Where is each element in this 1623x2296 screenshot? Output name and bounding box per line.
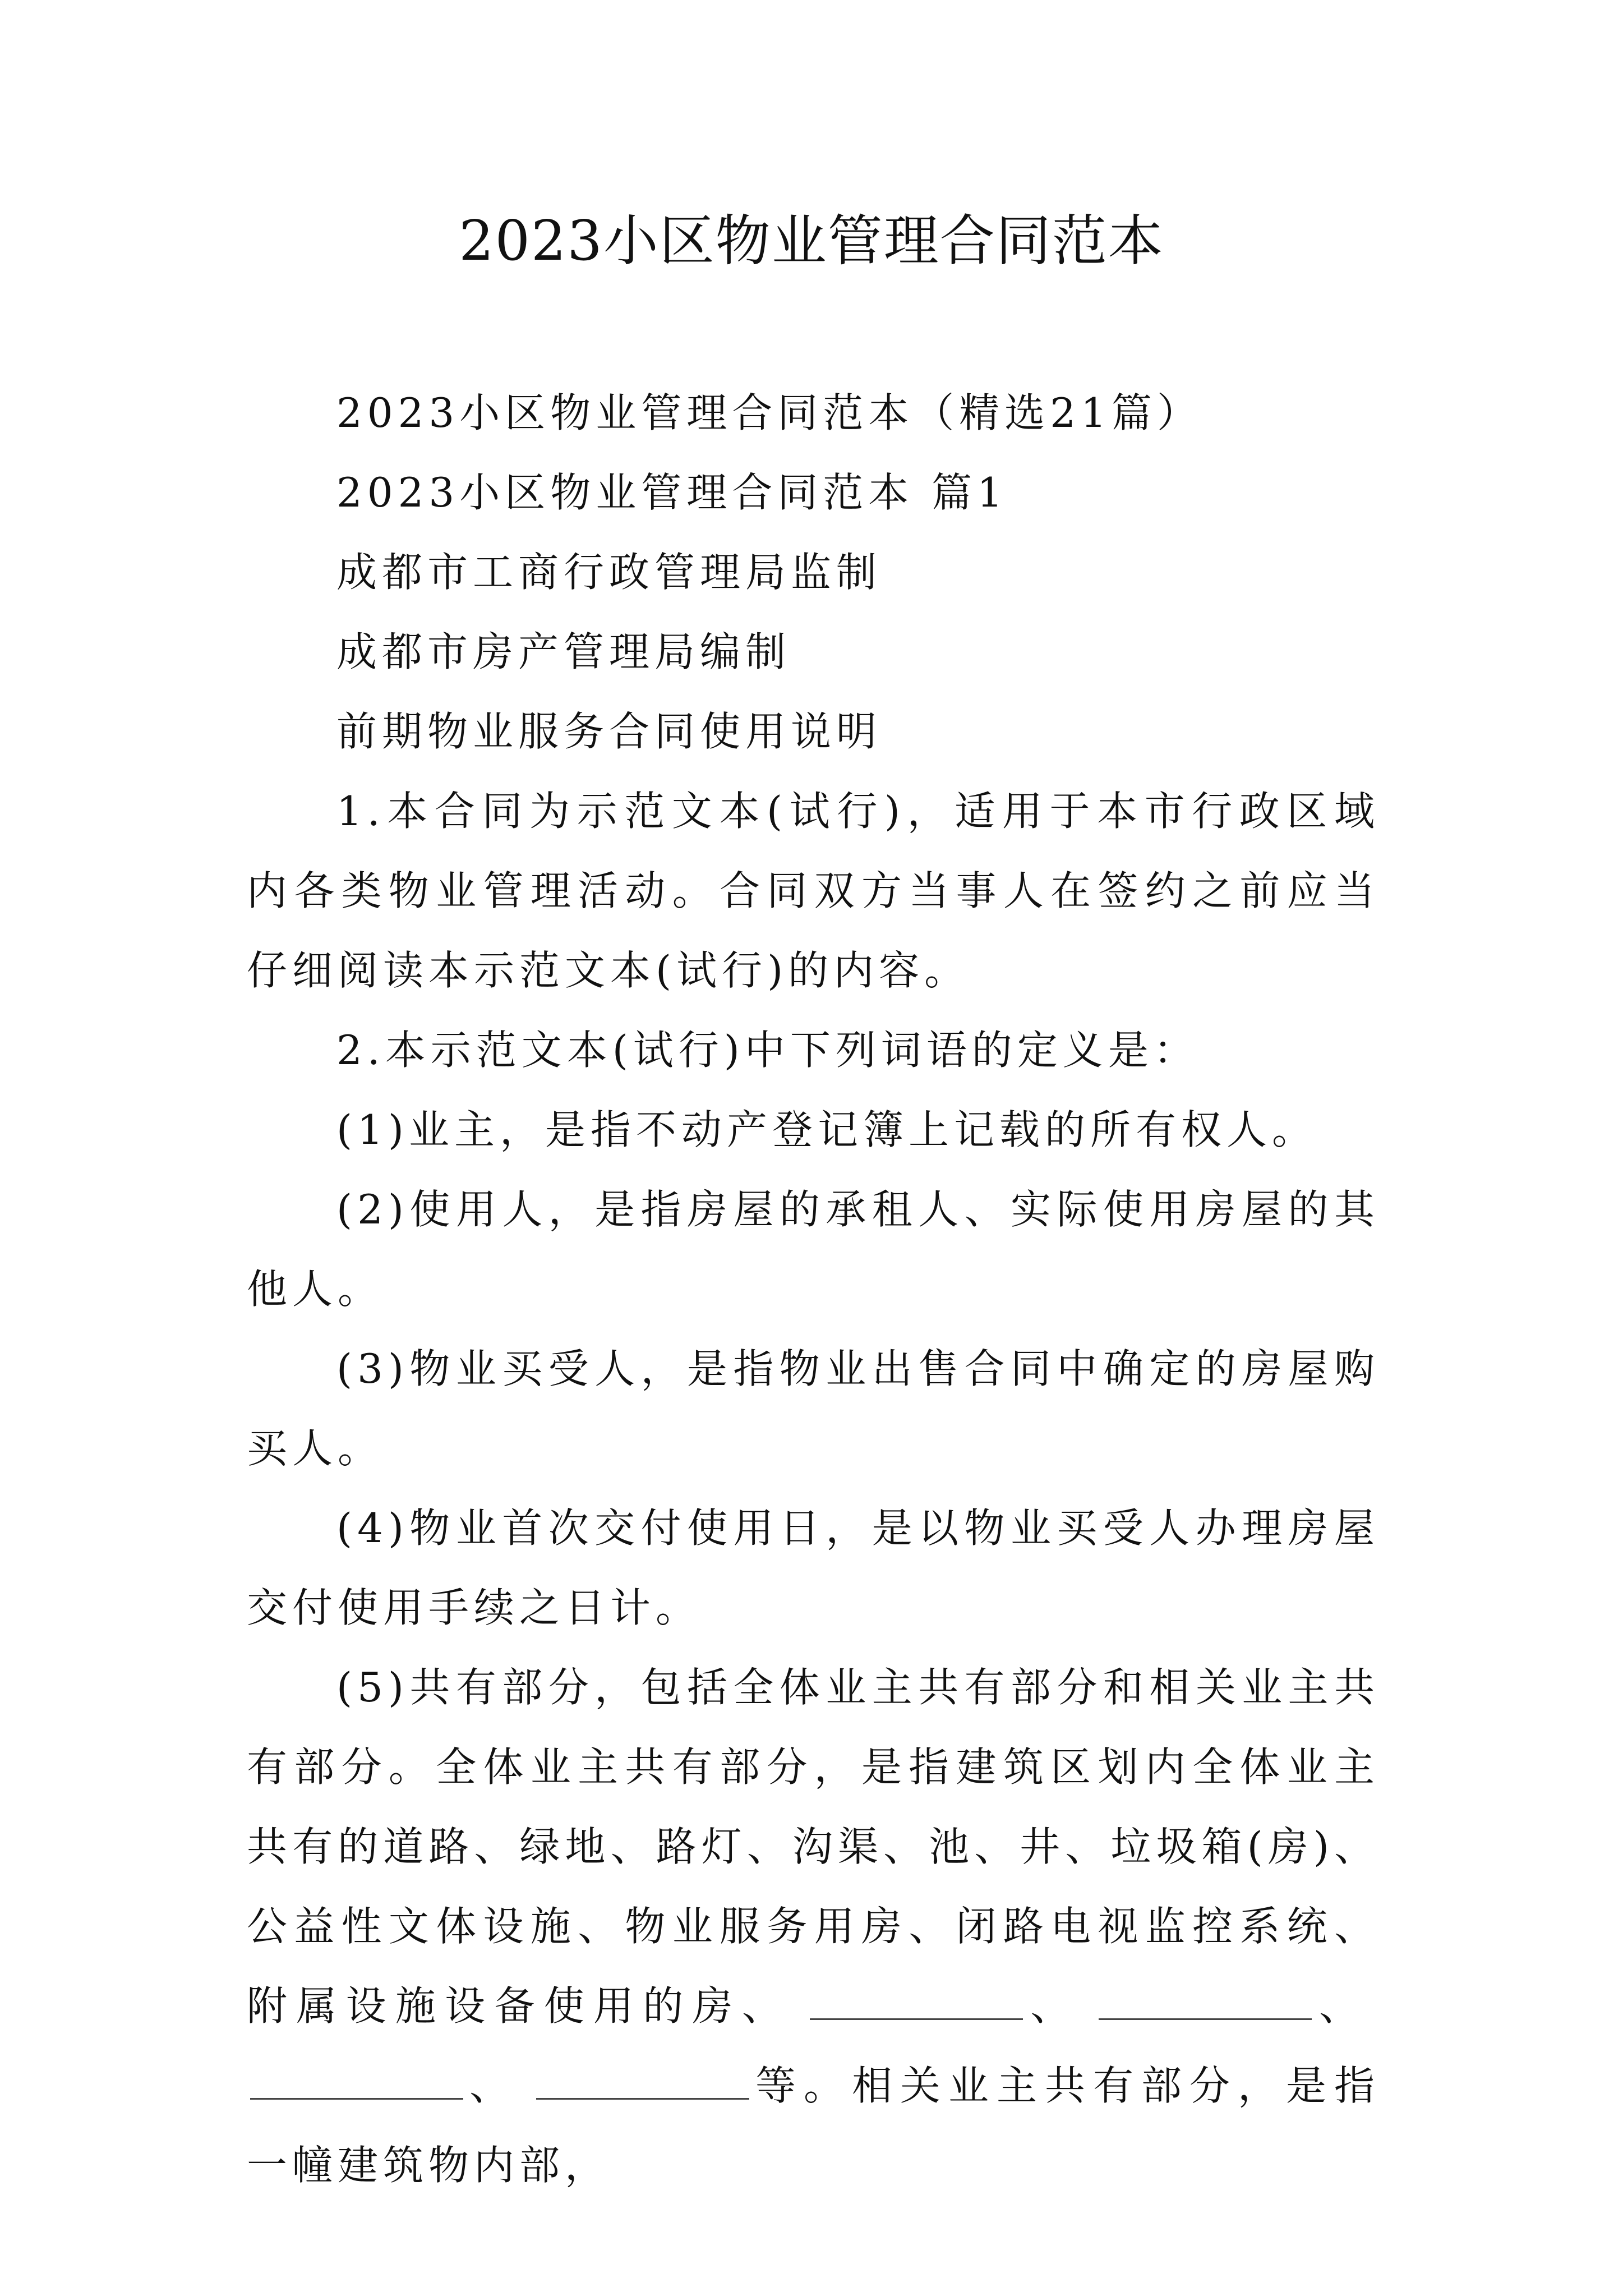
supervisor-line: 成都市工商行政管理局监制 [336,549,882,596]
separator: 、 [467,2062,533,2109]
fill-in-blank[interactable] [1099,1985,1312,2020]
paragraph-2: 2.本示范文本(试行)中下列词语的定义是： [336,1027,1199,1074]
definition-delivery-date: (4)物业首次交付使用日，是以物业买受人办理房屋交付使用手续之日计。 [247,1504,1380,1631]
editor-line: 成都市房产管理局编制 [336,628,791,675]
subtitle-line: 2023小区物业管理合同范本（精选21篇） [336,389,1202,436]
fill-in-blank[interactable] [250,2064,463,2100]
separator: 、 [1315,1982,1380,2030]
common-parts-text-2: 等。相关业主共有部分，是指一幢建筑物内部， [247,2062,1380,2189]
document-title: 2023小区物业管理合同范本 [459,209,1164,273]
paragraph-1: 1.本合同为示范文本(试行)，适用于本市行政区域内各类物业管理活动。合同双方当事人在签约之前应当仔细阅读本示范文本(试行)的内容。 [247,788,1380,994]
common-parts-text-1: (5)共有部分，包括全体业主共有部分和相关业主共有部分。全体业主共有部分，是指建筑区划内全体业主共有的道路、绿地、路灯、沟渠、池、井、垃圾箱(房)、公益性文体设施、物业服务用房、闭路电视监控系统、附属设施设备使用的房 [247,1664,1380,2030]
definition-owner: (1)业主，是指不动产登记簿上记载的所有权人。 [336,1106,1317,1153]
separator: 、 [1026,1982,1095,2030]
definition-common-parts [247,1648,1380,2205]
fill-in-blank[interactable] [810,1985,1023,2020]
document-body [247,373,1380,2205]
fill-in-blank[interactable] [536,2064,749,2100]
definition-buyer: (3)物业买受人，是指物业出售合同中确定的房屋购买人。 [247,1345,1380,1472]
instructions-heading: 前期物业服务合同使用说明 [336,708,882,755]
section-heading: 2023小区物业管理合同范本 篇1 [336,469,1008,516]
definition-user: (2)使用人，是指房屋的承租人、实际使用房屋的其他人。 [247,1186,1380,1313]
separator: 、 [741,1982,807,2030]
